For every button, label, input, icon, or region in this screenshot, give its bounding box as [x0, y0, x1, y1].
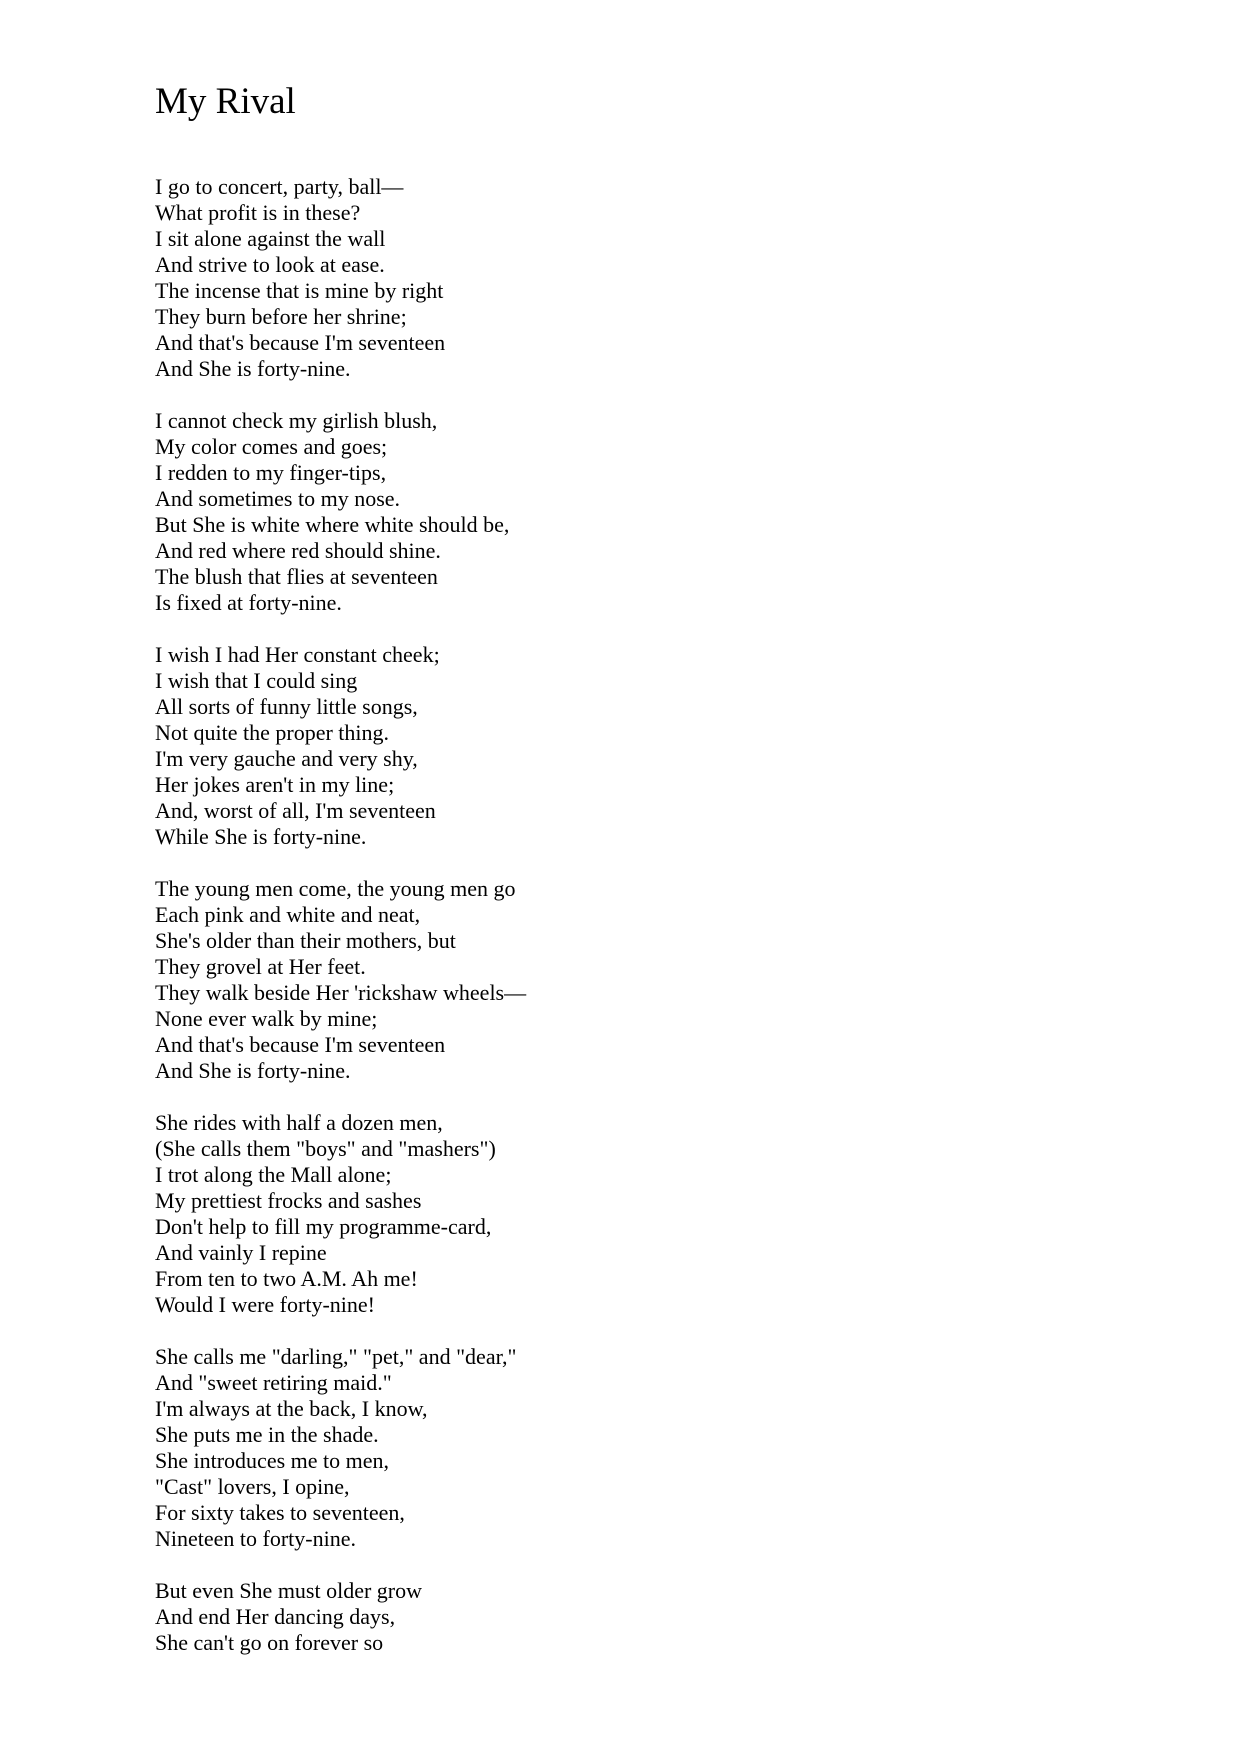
poem-line: The blush that flies at seventeen [155, 564, 438, 589]
poem-line: And red where red should shine. [155, 538, 441, 563]
poem-line: But She is white where white should be, [155, 512, 510, 537]
poem-line: The young men come, the young men go [155, 876, 516, 901]
poem-line: I trot along the Mall alone; [155, 1162, 392, 1187]
poem-line: The incense that is mine by right [155, 278, 444, 303]
poem-body [155, 174, 526, 1682]
poem-line: And that's because I'm seventeen [155, 330, 446, 355]
poem-line: I'm always at the back, I know, [155, 1396, 428, 1421]
poem-line: What profit is in these? [155, 200, 361, 225]
page-title: My Rival [155, 81, 296, 122]
poem-line: None ever walk by mine; [155, 1006, 378, 1031]
poem-line: While She is forty-nine. [155, 824, 367, 849]
poem-line: (She calls them "boys" and "mashers") [155, 1136, 496, 1161]
stanza [155, 1110, 526, 1318]
stanza [155, 1578, 526, 1656]
stanza [155, 642, 526, 850]
poem-line: All sorts of funny little songs, [155, 694, 418, 719]
poem-line: Her jokes aren't in my line; [155, 772, 395, 797]
stanza [155, 174, 526, 382]
stanza [155, 408, 526, 616]
poem-line: Each pink and white and neat, [155, 902, 421, 927]
poem-line: For sixty takes to seventeen, [155, 1500, 405, 1525]
poem-line: My prettiest frocks and sashes [155, 1188, 422, 1213]
poem-line: And "sweet retiring maid." [155, 1370, 392, 1395]
poem-line: She's older than their mothers, but [155, 928, 456, 953]
poem-line: Nineteen to forty-nine. [155, 1526, 356, 1551]
poem-line: Not quite the proper thing. [155, 720, 390, 745]
poem-line: And vainly I repine [155, 1240, 327, 1265]
poem-line: She introduces me to men, [155, 1448, 390, 1473]
poem-line: And She is forty-nine. [155, 1058, 351, 1083]
poem-line: I wish I had Her constant cheek; [155, 642, 440, 667]
poem-line: "Cast" lovers, I opine, [155, 1474, 350, 1499]
poem-line: And strive to look at ease. [155, 252, 385, 277]
poem-line: And that's because I'm seventeen [155, 1032, 446, 1057]
stanza [155, 1344, 526, 1552]
poem-line: They burn before her shrine; [155, 304, 407, 329]
poem-line: Don't help to fill my programme-card, [155, 1214, 492, 1239]
poem-line: And sometimes to my nose. [155, 486, 401, 511]
poem-line: But even She must older grow [155, 1578, 423, 1603]
poem-line: I cannot check my girlish blush, [155, 408, 438, 433]
poem-line: Would I were forty-nine! [155, 1292, 375, 1317]
poem-line: They walk beside Her 'rickshaw wheels— [155, 980, 527, 1005]
poem-line: Is fixed at forty-nine. [155, 590, 342, 615]
poem-line: She puts me in the shade. [155, 1422, 379, 1447]
poem-line: My color comes and goes; [155, 434, 388, 459]
stanza [155, 876, 526, 1084]
poem-line: I wish that I could sing [155, 668, 358, 693]
poem-line: And She is forty-nine. [155, 356, 351, 381]
poem-line: I sit alone against the wall [155, 226, 386, 251]
poem-line: And end Her dancing days, [155, 1604, 396, 1629]
poem-line: And, worst of all, I'm seventeen [155, 798, 436, 823]
poem-line: From ten to two A.M. Ah me! [155, 1266, 418, 1291]
poem-line: I redden to my finger-tips, [155, 460, 387, 485]
poem-line: I'm very gauche and very shy, [155, 746, 418, 771]
poem-line: She calls me "darling," "pet," and "dear," [155, 1344, 517, 1369]
poem-line: She can't go on forever so [155, 1630, 384, 1655]
poem-line: I go to concert, party, ball— [155, 174, 404, 199]
poem-line: She rides with half a dozen men, [155, 1110, 443, 1135]
poem-line: They grovel at Her feet. [155, 954, 366, 979]
